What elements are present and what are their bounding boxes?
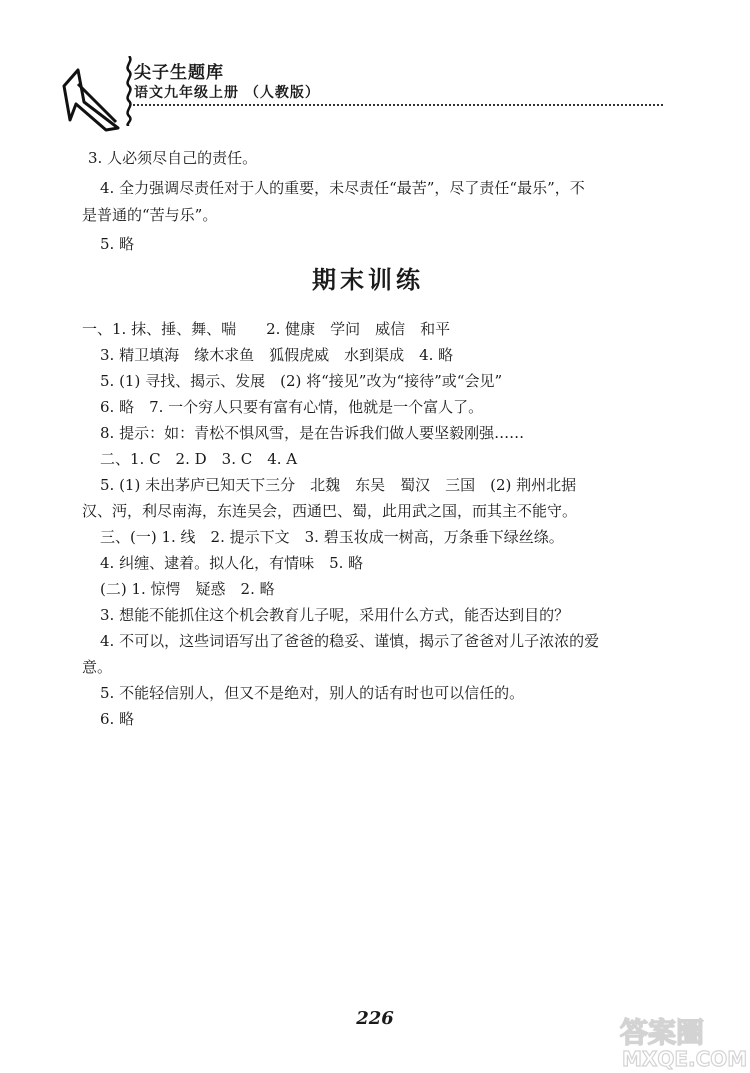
page-number: 226 bbox=[356, 1008, 394, 1029]
answer-line: 是普通的“苦与乐”。 bbox=[82, 206, 218, 224]
answer-line: 6. 略 bbox=[100, 710, 135, 728]
page-header bbox=[60, 52, 700, 132]
book-subtitle: 语文九年级上册 （人教版） bbox=[134, 85, 320, 101]
header-dotted-rule bbox=[133, 104, 663, 106]
answer-line: 3. 人必须尽自己的责任。 bbox=[88, 149, 258, 167]
series-title: 尖子生题库 bbox=[134, 63, 224, 83]
answer-line: 一、1. 抹、捶、舞、喘 2. 健康 学问 威信 和平 bbox=[82, 320, 451, 338]
answer-line: 5. (1) 寻找、揭示、发展 (2) 将“接见”改为“接待”或“会见” bbox=[100, 372, 503, 390]
watermark-text: 答案圈 bbox=[620, 1016, 705, 1049]
answer-line: 5. 略 bbox=[100, 235, 135, 253]
answer-line: 4. 纠缠、逮着。拟人化，有情味 5. 略 bbox=[100, 554, 364, 572]
answer-line: 3. 想能不能抓住这个机会教育儿子呢，采用什么方式，能否达到目的？ bbox=[100, 606, 570, 624]
watermark-url: MXQE.COM bbox=[622, 1047, 748, 1070]
answer-line: 三、(一) 1. 线 2. 提示下文 3. 碧玉妆成一树高，万条垂下绿丝绦。 bbox=[100, 528, 564, 546]
answer-line: 5. 不能轻信别人，但又不是绝对，别人的话有时也可以信任的。 bbox=[100, 684, 525, 702]
watermark-logo bbox=[614, 1012, 750, 1070]
answer-line: 6. 略 7. 一个穷人只要有富有心情，他就是一个富人了。 bbox=[100, 398, 484, 416]
answer-line: 4. 全力强调尽责任对于人的重要，未尽责任“最苦”，尽了责任“最乐”，不 bbox=[100, 179, 585, 197]
section-title: 期末训练 bbox=[312, 266, 424, 294]
answer-line: 4. 不可以，这些词语写出了爸爸的稳妥、谨慎，揭示了爸爸对儿子浓浓的爱 bbox=[100, 632, 600, 650]
answer-line: (二) 1. 惊愕 疑惑 2. 略 bbox=[100, 580, 275, 598]
answer-line: 8. 提示：如：青松不惧风雪，是在告诉我们做人要坚毅刚强…… bbox=[100, 424, 525, 442]
answer-line: 意。 bbox=[82, 658, 113, 676]
answer-line: 二、1. C 2. D 3. C 4. A bbox=[100, 450, 298, 468]
answer-line: 汉、沔，利尽南海，东连吴会，西通巴、蜀，此用武之国，而其主不能守。 bbox=[82, 502, 578, 520]
answer-line: 5. (1) 未出茅庐已知天下三分 北魏 东吴 蜀汉 三国 (2) 荆州北据 bbox=[100, 476, 577, 494]
answer-line: 3. 精卫填海 缘木求鱼 狐假虎威 水到渠成 4. 略 bbox=[100, 346, 454, 364]
